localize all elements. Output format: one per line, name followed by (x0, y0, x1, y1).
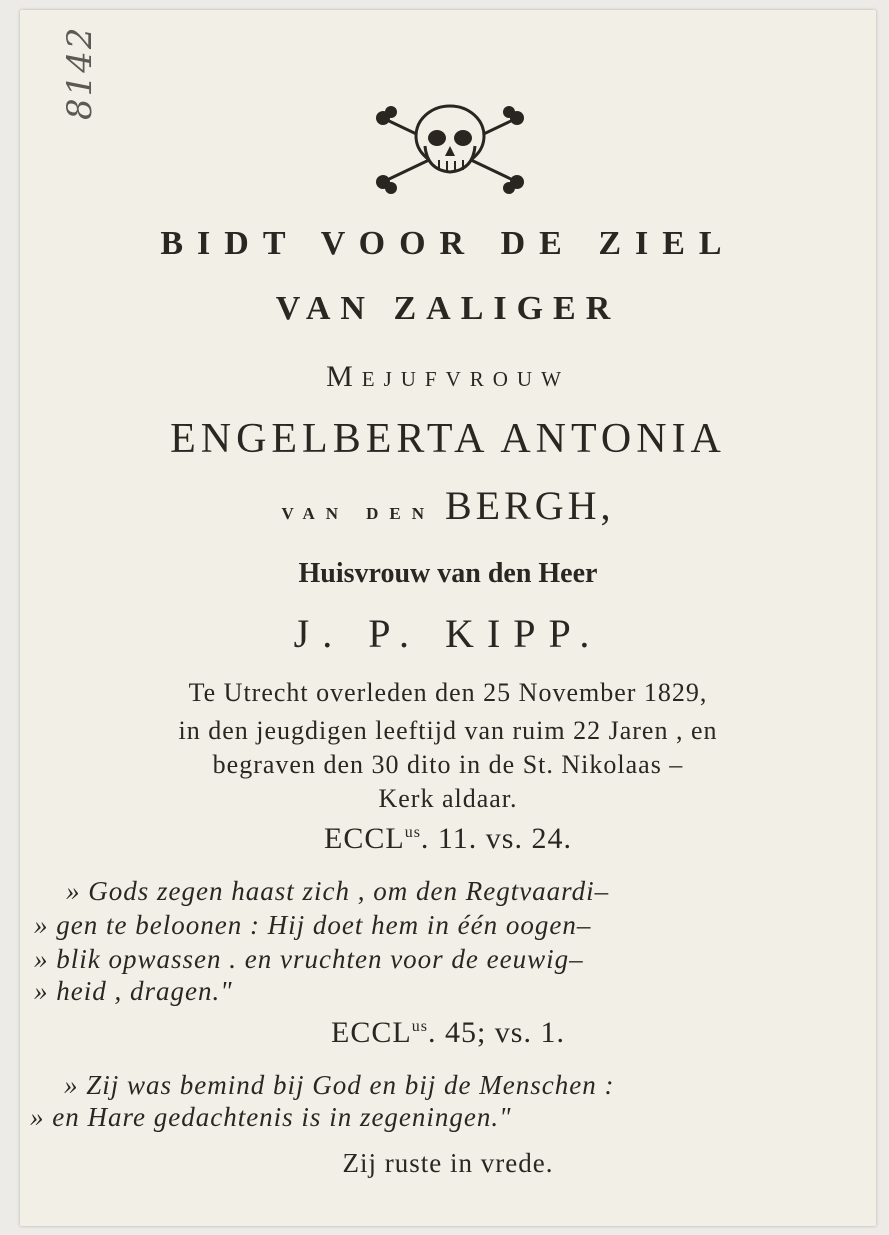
deceased-surname-line (20, 482, 876, 529)
title-mejufvrouw: Mejufvrouw (326, 360, 570, 393)
death-line-2: in den jeugdigen leeftijd van ruim 22 Jaren , en (178, 716, 718, 745)
husband-name: J. P. KIPP. (293, 611, 603, 656)
quote-1-line-3: » blik opwassen . en vruchten voor de eeuwig– (34, 944, 584, 974)
reference-superscript: us (404, 824, 421, 841)
handwritten-annotation: 8142 (60, 25, 100, 120)
deceased-given-names: ENGELBERTA ANTONIA (170, 416, 726, 462)
quote-1-line-1: » Gods zegen haast zich , om den Regtvaardi– (66, 876, 610, 906)
quote-2-line-2: » en Hare gedachtenis is in zegeningen." (30, 1102, 512, 1132)
death-line-1: Te Utrecht overleden den 25 November 1829, (188, 678, 708, 707)
quote-1-line-2: » gen te beloonen : Hij doet hem in één oogen– (34, 910, 592, 940)
scripture-reference-2 (20, 1016, 876, 1050)
heading-of-the-late: VAN ZALIGER (275, 290, 621, 327)
reference-superscript: us (411, 1018, 428, 1035)
reference-book: ECCL (331, 1016, 412, 1049)
death-line-3: begraven den 30 dito in de St. Nikolaas – (212, 750, 684, 779)
memorial-card (20, 10, 876, 1226)
reference-verse: . 45; vs. 1. (427, 1016, 565, 1049)
surname-prefix: van den (281, 499, 435, 525)
heading-pray-for-soul: BIDT VOOR DE ZIEL (160, 225, 736, 262)
reference-verse: . 11. vs. 24. (420, 822, 572, 855)
closing-rest-in-peace: Zij ruste in vrede. (342, 1148, 554, 1178)
scripture-reference-1 (20, 822, 876, 856)
quote-1-line-4: » heid , dragen." (34, 976, 233, 1006)
skull-crossbones-icon (365, 98, 535, 194)
surname: BERGH, (444, 483, 615, 528)
death-line-4: Kerk aldaar. (378, 784, 518, 813)
reference-book: ECCL (324, 822, 405, 855)
wife-of-line: Huisvrouw van den Heer (298, 558, 598, 589)
quote-2-line-1: » Zij was bemind bij God en bij de Menschen : (64, 1070, 615, 1100)
